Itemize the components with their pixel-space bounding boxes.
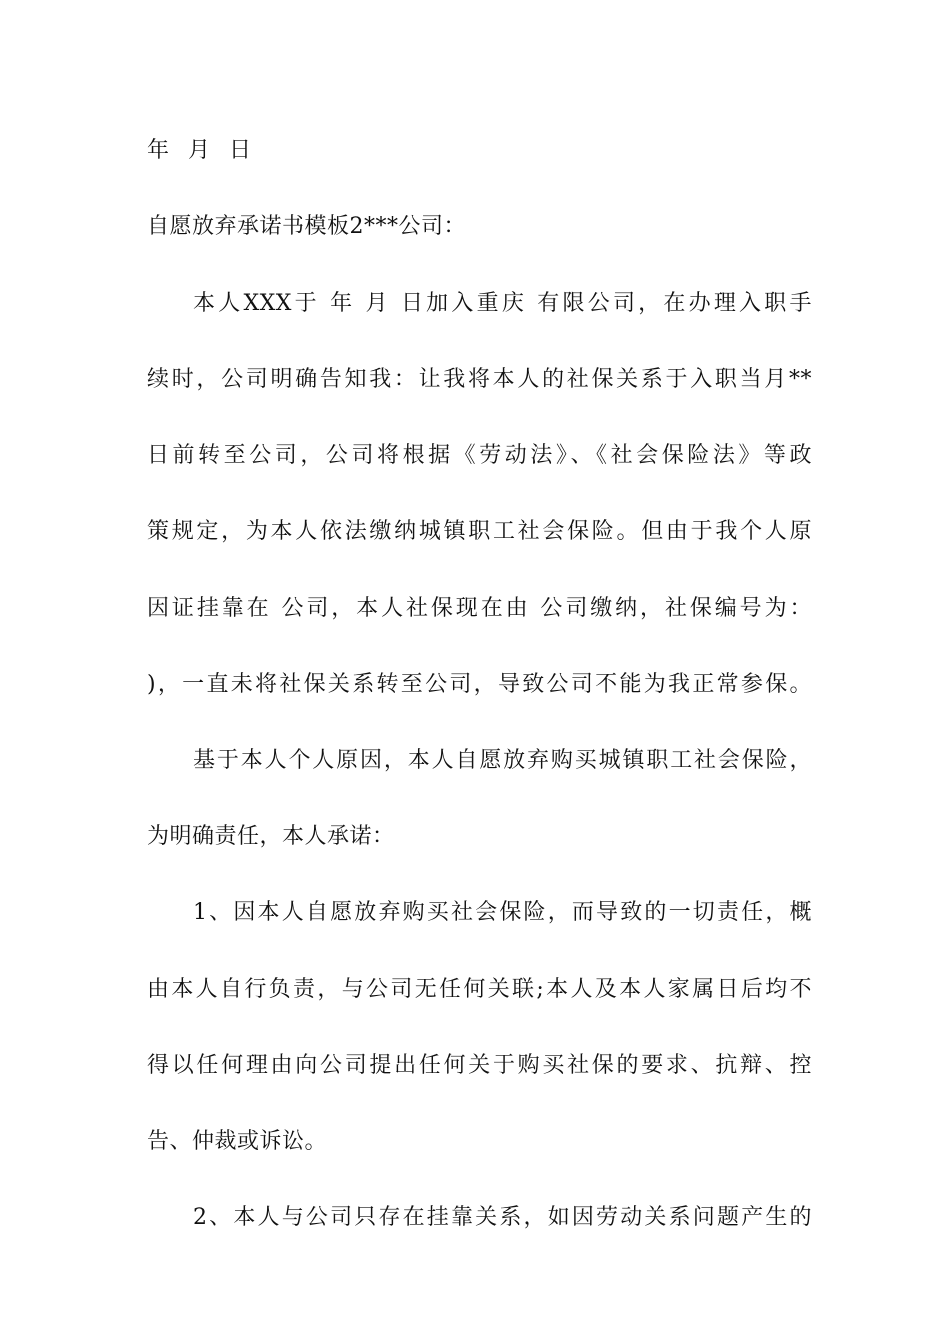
paragraph4-line1: 2、本人与公司只存在挂靠关系，如因劳动关系问题产生的 (193, 1205, 812, 1230)
template-heading: 自愿放弃承诺书模板2***公司： (147, 214, 466, 239)
paragraph1-line2: 续时，公司明确告知我：让我将本人的社保关系于入职当月** (147, 367, 812, 392)
paragraph3-line4: 告、仲裁或诉讼。 (147, 1129, 328, 1154)
paragraph1-line5: 因证挂靠在 公司，本人社保现在由 公司缴纳，社保编号为： (147, 596, 812, 621)
paragraph2-line1: 基于本人个人原因，本人自愿放弃购买城镇职工社会保险， (193, 748, 812, 773)
paragraph3-line2: 由本人自行负责，与公司无任何关联;本人及本人家属日后均不 (147, 977, 812, 1002)
paragraph1-line3: 日前转至公司，公司将根据《劳动法》、《社会保险法》等政 (147, 443, 812, 468)
paragraph3-line3: 得以任何理由向公司提出任何关于购买社保的要求、抗辩、控 (147, 1053, 812, 1078)
paragraph3-line1: 1、因本人自愿放弃购买社会保险，而导致的一切责任，概 (193, 900, 812, 925)
paragraph1-line1: 本人XXX于 年 月 日加入重庆 有限公司，在办理入职手 (193, 291, 812, 316)
paragraph1-line6: )，一直未将社保关系转至公司，导致公司不能为我正常参保。 (147, 672, 812, 697)
date-line: 年 月 日 (147, 138, 257, 163)
paragraph2-line2: 为明确责任，本人承诺： (147, 824, 395, 849)
paragraph1-line4: 策规定，为本人依法缴纳城镇职工社会保险。但由于我个人原 (147, 519, 812, 544)
